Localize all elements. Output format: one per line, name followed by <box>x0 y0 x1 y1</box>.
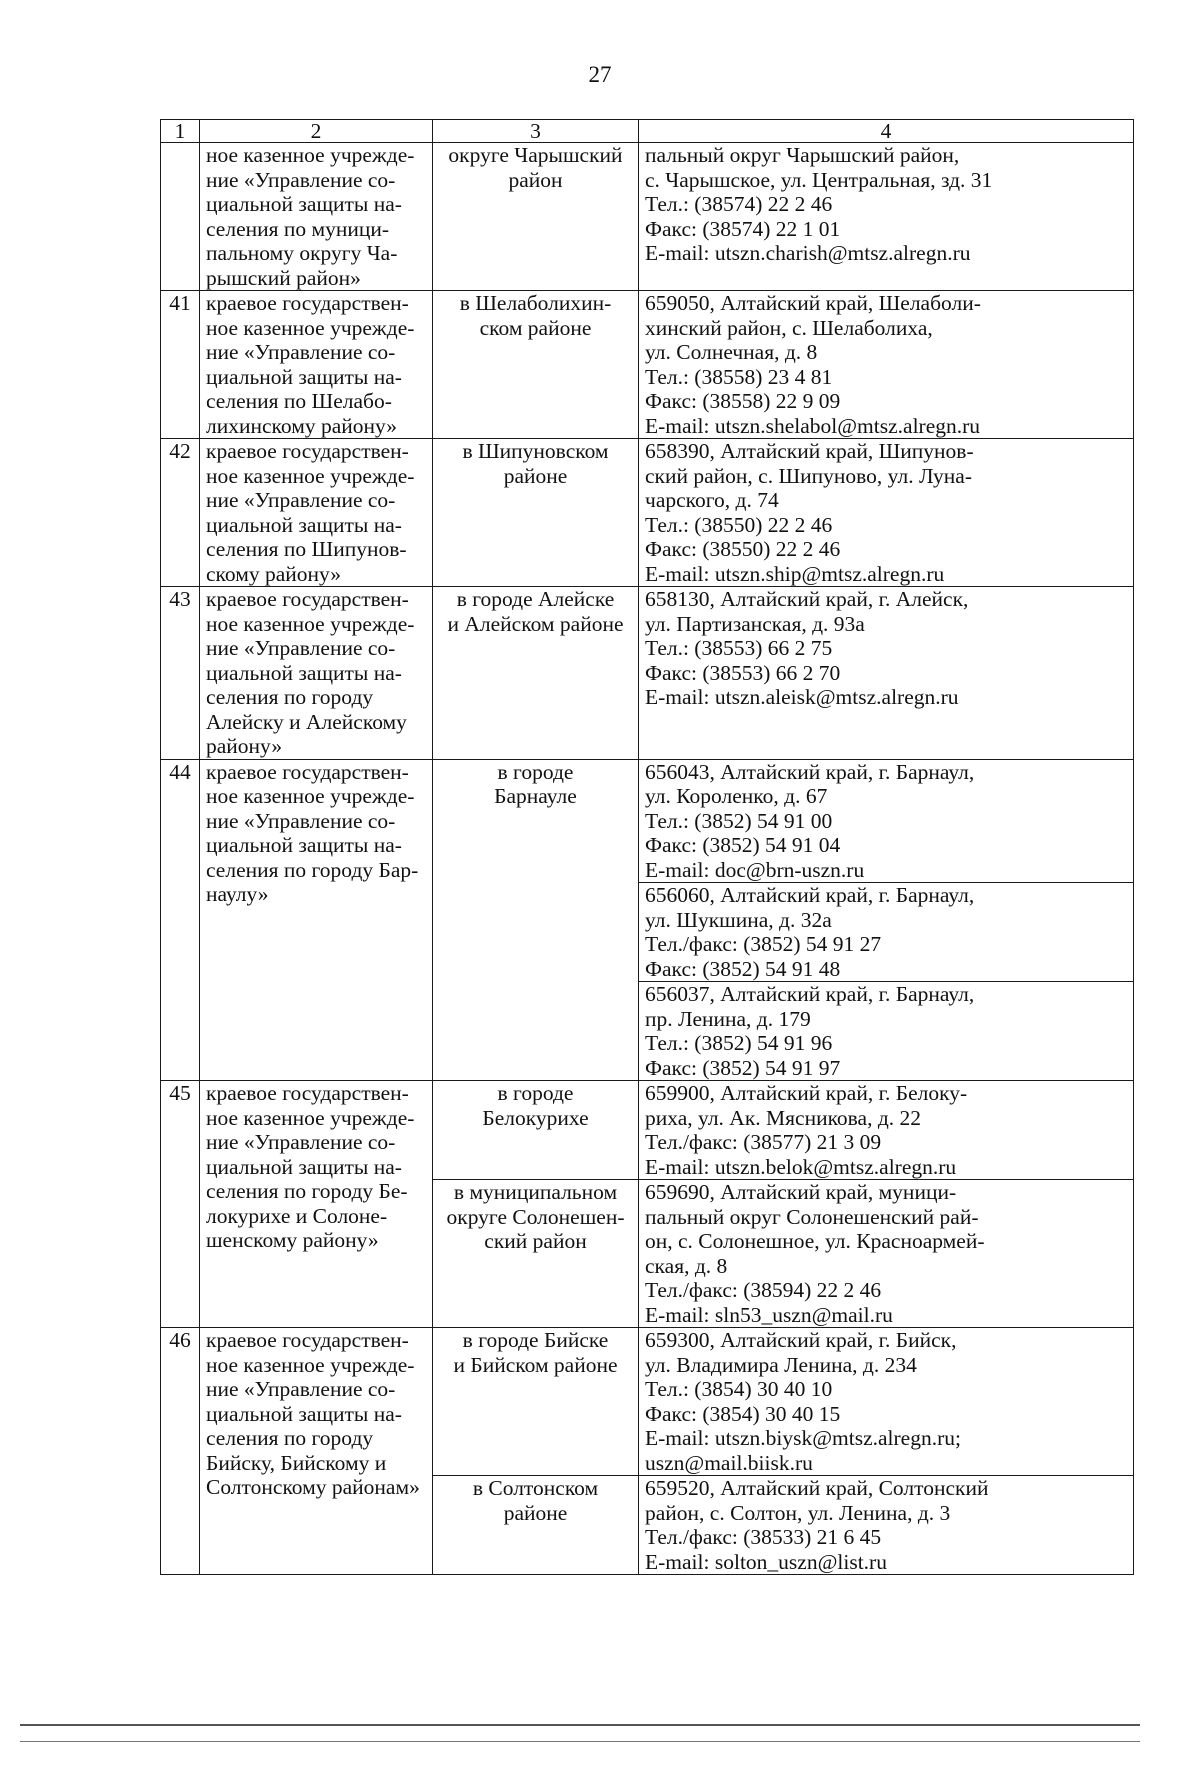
contact-address-line: с. Чарышское, ул. Центральная, зд. 31 <box>645 167 993 192</box>
institution-name <box>200 143 433 291</box>
table-row <box>161 1328 1134 1476</box>
service-area-line: в городе <box>497 759 574 784</box>
institution-name-line: циальной защиты на- <box>206 833 402 857</box>
contact-address-line: ул. Солнечная, д. 8 <box>645 340 818 364</box>
institution-name-line: лихинскому району» <box>206 413 398 438</box>
contact-address-line: E-mail: utszn.ship@mtsz.alregn.ru <box>645 561 945 586</box>
row-number <box>161 143 200 291</box>
institution-name <box>200 1081 433 1328</box>
contact-address <box>639 1328 1134 1476</box>
scan-artifact-line <box>20 1741 1140 1742</box>
contact-address-line: uszn@mail.biisk.ru <box>645 1450 813 1475</box>
table-body <box>161 143 1134 1575</box>
service-area-line: Барнауле <box>494 784 577 808</box>
table-row <box>161 439 1134 587</box>
institution-name-line: наулу» <box>206 882 269 906</box>
service-area-line: районе <box>503 463 568 488</box>
institution-name-line: ние «Управление со- <box>206 167 396 192</box>
institution-name-line: ние «Управление со- <box>206 1130 396 1154</box>
institution-name-line: ное казенное учрежде- <box>206 1352 415 1377</box>
contact-address-line: Тел./факс: (38577) 21 3 09 <box>645 1130 882 1154</box>
institution-name-line: Алейску и Алейскому <box>206 709 407 734</box>
contact-address-line: Тел.: (38574) 22 2 46 <box>645 192 833 216</box>
contact-address-line: E-mail: utszn.aleisk@mtsz.alregn.ru <box>645 685 959 709</box>
contact-address-line: ул. Владимира Ленина, д. 234 <box>645 1352 917 1377</box>
contact-address-line: ский район, с. Шипуново, ул. Луна- <box>645 463 972 488</box>
contact-address-line: 656037, Алтайский край, г. Барнаул, <box>645 982 975 1006</box>
page-number: 27 <box>588 62 612 87</box>
institution-name-line: циальной защиты на- <box>206 660 402 685</box>
institution-name <box>200 291 433 439</box>
contact-address-line: Тел./факс: (38533) 21 6 45 <box>645 1525 882 1549</box>
institution-name-line: ное казенное учрежде- <box>206 463 415 488</box>
service-area <box>433 291 639 439</box>
service-area <box>433 1180 639 1328</box>
contact-address <box>639 759 1134 883</box>
table-row <box>161 143 1134 291</box>
contact-address <box>639 587 1134 760</box>
column-header: 4 <box>639 120 1134 143</box>
contact-address-line: ул. Партизанская, д. 93а <box>645 611 865 636</box>
service-area-line: в муниципальном <box>453 1180 618 1204</box>
institution-name-line: краевое государствен- <box>206 1328 409 1352</box>
institution-name <box>200 759 433 1081</box>
institution-name-line: циальной защиты на- <box>206 364 402 389</box>
institution-name-line: циальной защиты на- <box>206 1401 402 1426</box>
institution-name-line: краевое государствен- <box>206 1081 409 1105</box>
institution-name-line: шенскому району» <box>206 1228 379 1252</box>
contact-address-line: Тел.: (3854) 30 40 10 <box>645 1377 833 1401</box>
header-row <box>161 120 1134 143</box>
contact-address-line: чарского, д. 74 <box>645 488 779 512</box>
contact-address-line: Тел.: (3852) 54 91 00 <box>645 808 833 833</box>
table-row <box>161 759 1134 883</box>
institution-name-line: ное казенное учрежде- <box>206 315 415 340</box>
service-area <box>433 1081 639 1180</box>
contact-address-line: Факс: (38558) 22 9 09 <box>645 389 841 413</box>
contact-address-line: E-mail: utszn.shelabol@mtsz.alregn.ru <box>645 413 981 438</box>
contact-address <box>639 291 1134 439</box>
contact-address-line: пальный округ Чарышский район, <box>645 143 960 167</box>
service-area-line: Белокурихе <box>482 1105 589 1130</box>
column-header: 3 <box>433 120 639 143</box>
service-area <box>433 759 639 1081</box>
contact-address-line: E-mail: utszn.belok@mtsz.alregn.ru <box>645 1154 957 1179</box>
institution-name-line: селения по городу <box>206 685 374 709</box>
contact-address <box>639 1180 1134 1328</box>
scan-artifact-line <box>20 1724 1140 1726</box>
contact-address-line: Факс: (38553) 66 2 70 <box>645 660 841 685</box>
contact-address-line: район, с. Солтон, ул. Ленина, д. 3 <box>645 1500 951 1525</box>
institution-name-line: краевое государствен- <box>206 587 409 611</box>
institution-name-line: локурихе и Солоне- <box>206 1203 388 1228</box>
service-area-line: район <box>508 167 563 192</box>
service-area <box>433 439 639 587</box>
service-area-line: в Шелаболихин- <box>459 291 612 315</box>
service-area-line: округе Солонешен- <box>446 1204 625 1229</box>
service-area-line: в городе Бийске <box>462 1328 609 1352</box>
institution-name <box>200 587 433 760</box>
contact-address-line: риха, ул. Ак. Мясникова, д. 22 <box>645 1105 922 1130</box>
service-area-line: и Бийском районе <box>453 1352 618 1377</box>
contact-address-line: 659900, Алтайский край, г. Белоку- <box>645 1081 968 1105</box>
contact-address-line: Факс: (3852) 54 91 97 <box>645 1055 841 1080</box>
institution-name-line: циальной защиты на- <box>206 512 402 537</box>
contact-address <box>639 982 1134 1081</box>
institution-name-line: ние «Управление со- <box>206 340 396 364</box>
contact-address-line: Факс: (38574) 22 1 01 <box>645 216 841 241</box>
contact-address-line: Тел./факс: (3852) 54 91 27 <box>645 932 882 956</box>
institution-name-line: пальному округу Ча- <box>206 241 398 265</box>
institution-name-line: циальной защиты на- <box>206 1154 402 1179</box>
institution-name-line: краевое государствен- <box>206 291 409 315</box>
institution-name-line: скому району» <box>206 561 342 586</box>
institutions-table <box>160 119 1134 1575</box>
institution-name-line: ние «Управление со- <box>206 488 396 512</box>
row-number: 43 <box>161 587 200 760</box>
contact-address-line: 658130, Алтайский край, г. Алейск, <box>645 587 969 611</box>
service-area <box>433 1328 639 1476</box>
contact-address-line: Тел.: (38550) 22 2 46 <box>645 512 833 537</box>
table-row <box>161 1081 1134 1180</box>
contact-address <box>639 439 1134 587</box>
service-area-line: в городе Алейске <box>456 587 615 611</box>
contact-address-line: ул. Короленко, д. 67 <box>645 784 828 808</box>
service-area <box>433 143 639 291</box>
institution-name-line: Солтонскому районам» <box>206 1475 420 1499</box>
column-header: 1 <box>161 120 200 143</box>
contact-address-line: Тел.: (3852) 54 91 96 <box>645 1031 833 1055</box>
row-number: 42 <box>161 439 200 587</box>
institution-name <box>200 439 433 587</box>
contact-address-line: Факс: (3852) 54 91 04 <box>645 833 841 857</box>
service-area-line: округе Чарышский <box>448 143 623 167</box>
contact-address-line: ская, д. 8 <box>645 1253 728 1278</box>
institution-name-line: циальной защиты на- <box>206 192 402 216</box>
institution-name-line: ное казенное учрежде- <box>206 143 415 167</box>
contact-address-line: E-mail: utszn.charish@mtsz.alregn.ru <box>645 241 971 265</box>
institution-name-line: селения по Шелабо- <box>206 389 392 413</box>
contact-address-line: пальный округ Солонешенский рай- <box>645 1204 979 1229</box>
institution-name-line: ние «Управление со- <box>206 808 396 833</box>
contact-address-line: 656060, Алтайский край, г. Барнаул, <box>645 883 975 907</box>
institution-name-line: селения по Шипунов- <box>206 537 407 561</box>
institution-name <box>200 1328 433 1575</box>
row-number: 45 <box>161 1081 200 1328</box>
contact-address <box>639 1081 1134 1180</box>
contact-address-line: Факс: (3852) 54 91 48 <box>645 956 841 981</box>
table-row <box>161 291 1134 439</box>
row-number: 46 <box>161 1328 200 1575</box>
service-area <box>433 1476 639 1575</box>
service-area-line: ском районе <box>479 315 592 340</box>
column-header: 2 <box>200 120 433 143</box>
contact-address-line: Тел./факс: (38594) 22 2 46 <box>645 1278 882 1302</box>
contact-address-line: хинский район, с. Шелаболиха, <box>645 315 933 340</box>
institution-name-line: селения по муници- <box>206 216 390 241</box>
contact-address-line: он, с. Солонешное, ул. Красноармей- <box>645 1229 985 1253</box>
institution-name-line: краевое государствен- <box>206 439 409 463</box>
institution-name-line: Бийску, Бийскому и <box>206 1450 387 1475</box>
institution-name-line: ние «Управление со- <box>206 636 396 660</box>
row-number: 44 <box>161 759 200 1081</box>
institution-name-line: ние «Управление со- <box>206 1377 396 1401</box>
contact-address-line: E-mail: doc@brn-uszn.ru <box>645 857 865 882</box>
contact-address-line: E-mail: utszn.biysk@mtsz.alregn.ru; <box>645 1426 961 1450</box>
contact-address-line: 658390, Алтайский край, Шипунов- <box>645 439 974 463</box>
institution-name-line: ное казенное учрежде- <box>206 784 415 808</box>
contact-address-line: Факс: (3854) 30 40 15 <box>645 1401 841 1426</box>
service-area-line: в Шипуновском <box>462 439 609 463</box>
contact-address-line: пр. Ленина, д. 179 <box>645 1006 811 1031</box>
institution-name-line: селения по городу Бе- <box>206 1179 408 1203</box>
service-area-line: в городе <box>497 1081 574 1105</box>
institution-name-line: краевое государствен- <box>206 759 409 784</box>
contact-address-line: 659520, Алтайский край, Солтонский <box>645 1476 989 1500</box>
contact-address <box>639 883 1134 982</box>
contact-address-line: E-mail: solton_uszn@list.ru <box>645 1549 887 1574</box>
contact-address-line: 659300, Алтайский край, г. Бийск, <box>645 1328 957 1352</box>
contact-address-line: 656043, Алтайский край, г. Барнаул, <box>645 759 975 784</box>
institution-name-line: селения по городу Бар- <box>206 857 419 882</box>
service-area-line: и Алейском районе <box>447 611 624 636</box>
contact-address-line: Факс: (38550) 22 2 46 <box>645 537 841 561</box>
service-area-line: ский район <box>484 1229 587 1253</box>
institution-name-line: рышский район» <box>206 265 361 290</box>
service-area-line: районе <box>503 1500 568 1525</box>
contact-address-line: Тел.: (38558) 23 4 81 <box>645 364 833 389</box>
table-row <box>161 587 1134 760</box>
contact-address-line: E-mail: sln53_uszn@mail.ru <box>645 1302 893 1327</box>
institution-name-line: ное казенное учрежде- <box>206 611 415 636</box>
contact-address <box>639 1476 1134 1575</box>
contact-address-line: ул. Шукшина, д. 32а <box>645 907 832 932</box>
contact-address <box>639 143 1134 291</box>
institution-name-line: ное казенное учрежде- <box>206 1105 415 1130</box>
service-area <box>433 587 639 760</box>
institution-name-line: району» <box>206 734 283 758</box>
contact-address-line: 659050, Алтайский край, Шелаболи- <box>645 291 981 315</box>
contact-address-line: Тел.: (38553) 66 2 75 <box>645 636 833 660</box>
row-number: 41 <box>161 291 200 439</box>
contact-address-line: 659690, Алтайский край, муници- <box>645 1180 957 1204</box>
institution-name-line: селения по городу <box>206 1426 374 1450</box>
service-area-line: в Солтонском <box>472 1476 599 1500</box>
